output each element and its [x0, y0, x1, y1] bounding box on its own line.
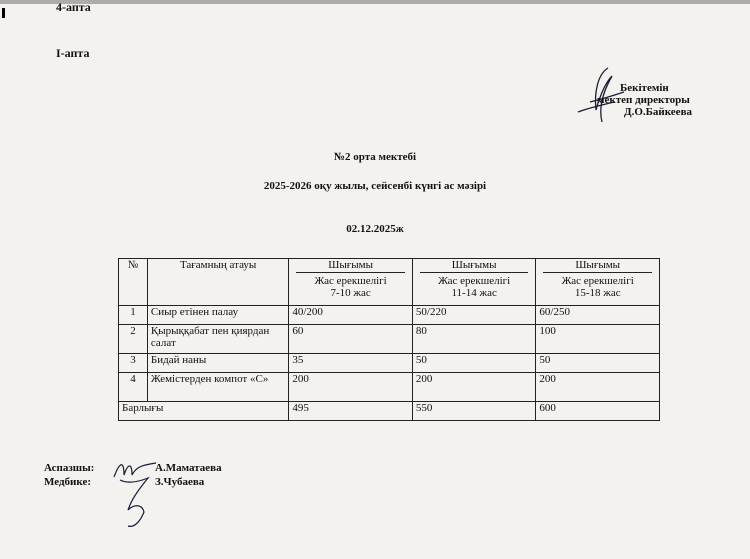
output-value: 50/220 [412, 306, 536, 325]
row-num: 2 [119, 325, 148, 354]
table-row [119, 354, 660, 373]
table-header-row [119, 259, 660, 306]
output-value: 50 [536, 354, 660, 373]
menu-date: 02.12.2025ж [346, 223, 404, 235]
nurse-name: З.Чубаева [155, 476, 205, 488]
output-label: Шығымы [420, 259, 529, 273]
output-value: 200 [289, 373, 413, 402]
nurse-label: Медбике: [44, 476, 91, 488]
dish-name: Қырыққабат пен қиярдан салат [147, 325, 288, 354]
dish-name: Сиыр етінен палау [147, 306, 288, 325]
output-value: 80 [412, 325, 536, 354]
week-top-label: 4-апта [56, 0, 91, 14]
scan-edge [0, 0, 750, 4]
cook-name: А.Маматаева [155, 462, 222, 474]
table-row [119, 325, 660, 354]
total-row [119, 402, 660, 421]
output-value: 60 [289, 325, 413, 354]
cook-label: Аспазшы: [44, 462, 95, 474]
age-group-line1: Жас ерекшелігі [314, 275, 387, 287]
school-title: №2 орта мектебі [333, 151, 417, 163]
total-value: 600 [536, 402, 660, 421]
age-group-line2: 11-14 жас [451, 287, 497, 299]
menu-table [118, 258, 660, 421]
output-value: 200 [536, 373, 660, 402]
approval-label: Бекітемін [620, 82, 669, 94]
output-value: 60/250 [536, 306, 660, 325]
table-row [119, 373, 660, 402]
row-num: 1 [119, 306, 148, 325]
total-value: 495 [289, 402, 413, 421]
output-value: 200 [412, 373, 536, 402]
scan-mark [2, 8, 5, 18]
table-row [119, 306, 660, 325]
header-dish-name: Тағамның атауы [147, 259, 288, 306]
age-group-line2: 15-18 жас [574, 287, 621, 299]
row-num: 3 [119, 354, 148, 373]
week-label: І-апта [56, 46, 90, 60]
approval-role: мектеп директоры [597, 94, 690, 106]
header-output-1 [289, 259, 413, 306]
menu-title: 2025-2026 оқу жылы, сейсенбі күнгі ас мәзірі [263, 180, 487, 192]
age-group-line2: 7-10 жас [330, 287, 371, 299]
output-value: 35 [289, 354, 413, 373]
output-value: 100 [536, 325, 660, 354]
dish-name: Бидай наны [147, 354, 288, 373]
header-output-3 [536, 259, 660, 306]
total-value: 550 [412, 402, 536, 421]
dish-name: Жемістерден компот «С» [147, 373, 288, 402]
output-value: 40/200 [289, 306, 413, 325]
output-label: Шығымы [543, 259, 652, 273]
output-value: 50 [412, 354, 536, 373]
header-output-2 [412, 259, 536, 306]
output-label: Шығымы [296, 259, 405, 273]
age-group-line1: Жас ерекшелігі [438, 275, 511, 287]
approval-name: Д.О.Байкеева [624, 106, 693, 118]
age-group-line1: Жас ерекшелігі [561, 275, 634, 287]
header-num: № [119, 259, 148, 306]
row-num: 4 [119, 373, 148, 402]
total-label: Барлығы [119, 402, 289, 421]
